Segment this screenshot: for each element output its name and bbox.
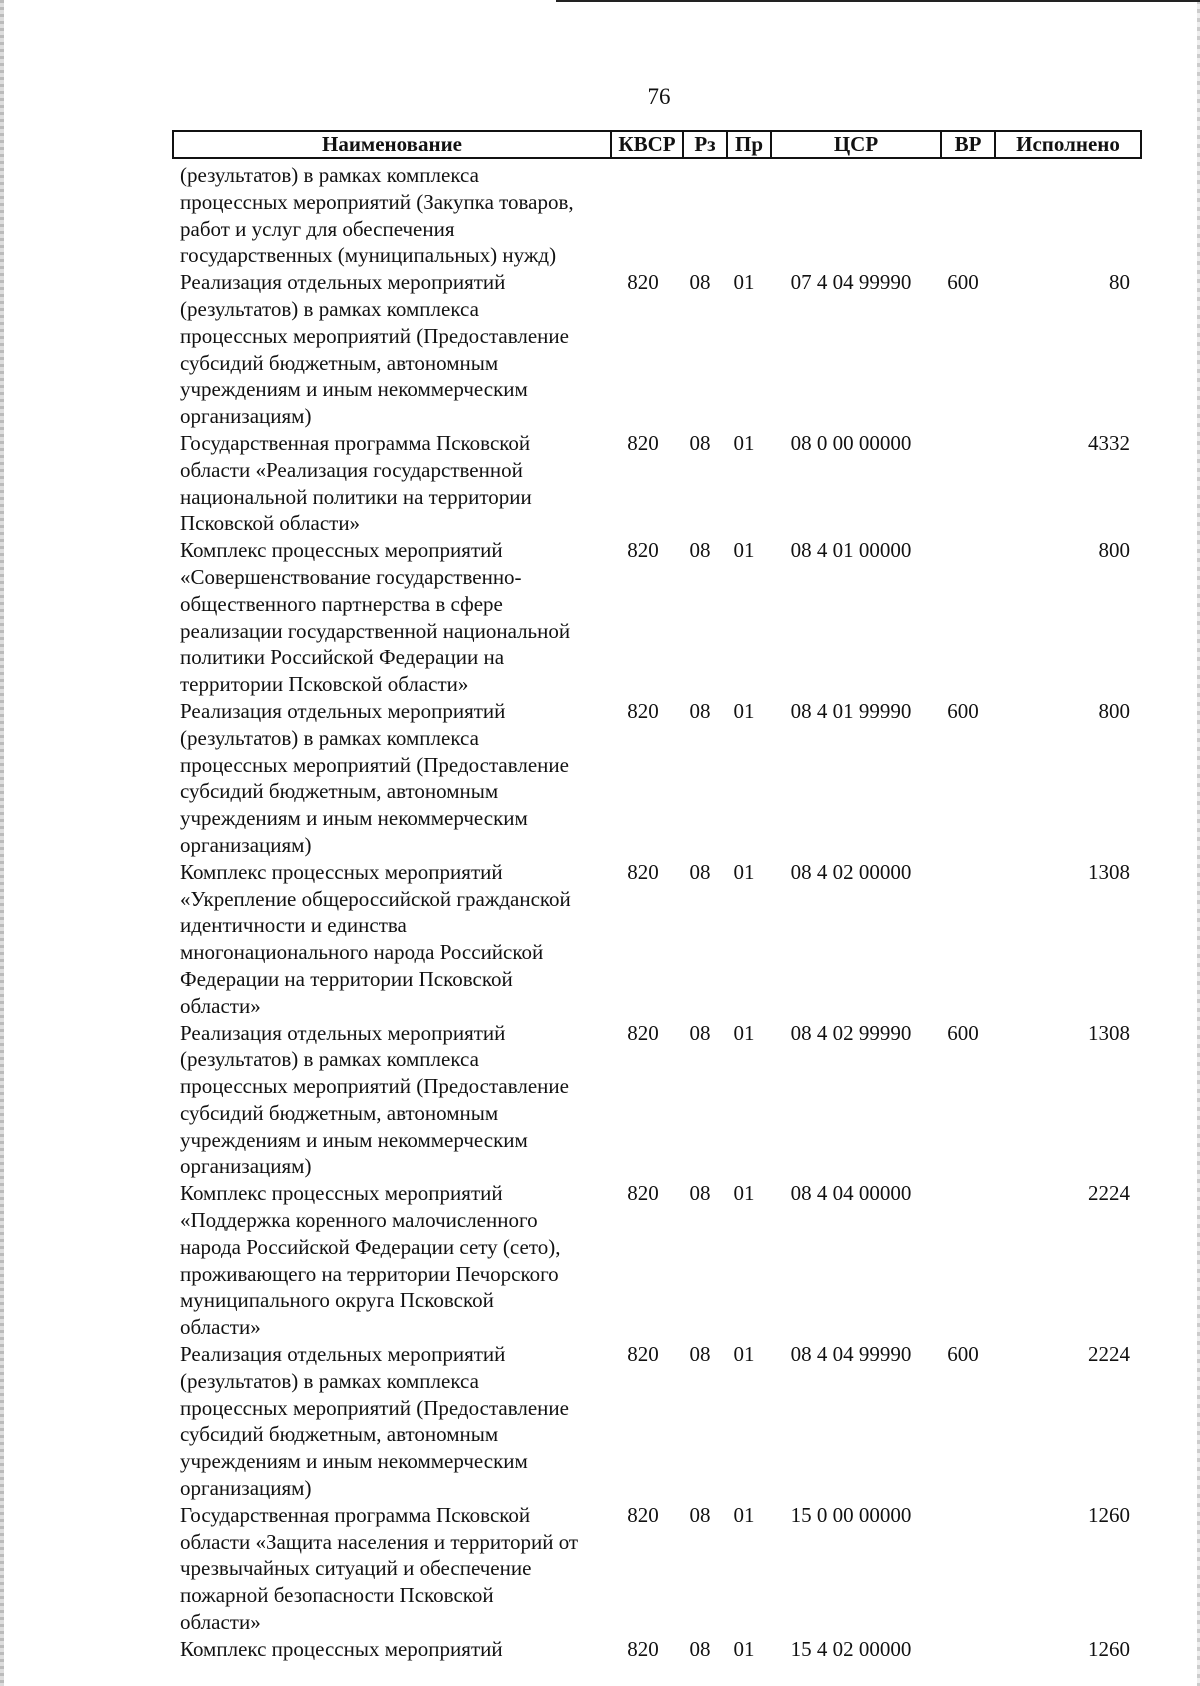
- cell-kvsr: 820: [627, 1020, 659, 1045]
- cell-name-line: учреждениям и иным некоммерческим: [180, 377, 528, 402]
- cell-done: 1308: [1088, 859, 1130, 884]
- cell-kvsr: 820: [627, 698, 659, 723]
- cell-done: [990, 162, 1142, 269]
- table-row: [172, 269, 1142, 430]
- cell-done: 2224: [1088, 1342, 1130, 1367]
- cell-kvsr: 820: [627, 859, 659, 884]
- cell-csr: 08 4 02 99990: [790, 1020, 912, 1045]
- cell-rz: [678, 162, 722, 269]
- cell-pr: 01: [733, 538, 755, 563]
- cell-csr: [766, 162, 936, 269]
- cell-name-line: политики Российской Федерации на: [180, 645, 505, 670]
- cell-name-line: области»: [180, 1315, 261, 1340]
- cell-rz: 08: [689, 1020, 711, 1045]
- table-body: [172, 162, 1142, 1663]
- cell-done: 800: [1098, 538, 1130, 563]
- cell-name-line: области «Реализация государственной: [180, 457, 523, 482]
- cell-name-line: Комплекс процессных мероприятий: [180, 1181, 503, 1206]
- cell-rz: 08: [689, 1502, 711, 1527]
- cell-done: 800: [1098, 698, 1130, 723]
- cell-kvsr: 820: [627, 1342, 659, 1367]
- cell-name-line: субсидий бюджетным, автономным: [180, 1422, 499, 1447]
- table-row: [172, 162, 1142, 269]
- table-row: [172, 1502, 1142, 1636]
- column-header-kvsr: КВСР: [612, 132, 684, 157]
- cell-name-line: «Совершенствование государственно-: [180, 564, 522, 589]
- cell-name-line: многонационального народа Российской: [180, 940, 544, 965]
- cell-name-line: субсидий бюджетным, автономным: [180, 1100, 499, 1125]
- cell-csr: 07 4 04 99990: [790, 270, 912, 295]
- cell-name-line: Государственная программа Псковской: [180, 1502, 531, 1527]
- cell-name: [172, 698, 608, 859]
- cell-csr: 08 0 00 00000: [790, 430, 912, 455]
- cell-vr: 600: [947, 698, 979, 723]
- cell-name-line: национальной политики на территории: [180, 484, 532, 509]
- cell-name-line: работ и услуг для обеспечения: [180, 216, 455, 241]
- column-header-done: Исполнено: [1016, 132, 1120, 156]
- cell-name: [172, 1502, 608, 1636]
- cell-name-line: Комплекс процессных мероприятий: [180, 538, 503, 563]
- cell-name-line: народа Российской Федерации сету (сето),: [180, 1234, 561, 1259]
- cell-name-line: области»: [180, 993, 261, 1018]
- cell-name-line: проживающего на территории Печорского: [180, 1261, 559, 1286]
- cell-kvsr: 820: [627, 1502, 659, 1527]
- cell-csr: 15 0 00 00000: [790, 1502, 912, 1527]
- cell-name-line: (результатов) в рамках комплекса: [180, 725, 479, 750]
- cell-name: [172, 430, 608, 537]
- cell-name-line: организациям): [180, 832, 312, 857]
- cell-name-line: учреждениям и иным некоммерческим: [180, 1127, 528, 1152]
- column-header-rz: Рз: [684, 132, 728, 157]
- table-row: [172, 537, 1142, 698]
- cell-name-line: процессных мероприятий (Предоставление: [180, 323, 569, 348]
- cell-name: [172, 859, 608, 1020]
- cell-pr: [722, 162, 766, 269]
- cell-done: 1308: [1088, 1020, 1130, 1045]
- cell-kvsr: 820: [627, 538, 659, 563]
- cell-pr: 01: [733, 698, 755, 723]
- scan-top-rule: [556, 0, 1200, 2]
- cell-name: [172, 1636, 608, 1663]
- cell-done: 1260: [1088, 1502, 1130, 1527]
- cell-name: [172, 1020, 608, 1181]
- cell-vr: 600: [947, 1020, 979, 1045]
- cell-vr: [936, 162, 990, 269]
- table-row: [172, 1180, 1142, 1341]
- cell-name-line: учреждениям и иным некоммерческим: [180, 806, 528, 831]
- cell-rz: 08: [689, 698, 711, 723]
- page-number: 76: [647, 84, 671, 109]
- cell-name-line: Реализация отдельных мероприятий: [180, 1020, 506, 1045]
- cell-vr: 600: [947, 270, 979, 295]
- cell-kvsr: 820: [627, 430, 659, 455]
- cell-done: 1260: [1088, 1636, 1130, 1661]
- cell-name-line: (результатов) в рамках комплекса: [180, 1368, 479, 1393]
- cell-name-line: области «Защита населения и территорий от: [180, 1529, 579, 1554]
- table-header: [172, 130, 1142, 159]
- column-header-pr: Пр: [728, 132, 772, 157]
- cell-name-line: территории Псковской области»: [180, 672, 469, 697]
- cell-name-line: Реализация отдельных мероприятий: [180, 270, 506, 295]
- cell-name: [172, 162, 608, 269]
- cell-rz: 08: [689, 270, 711, 295]
- cell-name-line: реализации государственной национальной: [180, 618, 571, 643]
- table-row: [172, 430, 1142, 537]
- cell-rz: 08: [689, 1342, 711, 1367]
- table-row: [172, 859, 1142, 1020]
- cell-rz: 08: [689, 859, 711, 884]
- cell-vr: 600: [947, 1342, 979, 1367]
- cell-rz: 08: [689, 430, 711, 455]
- cell-name: [172, 1180, 608, 1341]
- cell-name-line: (результатов) в рамках комплекса: [180, 163, 479, 187]
- cell-vr: [936, 430, 990, 537]
- cell-kvsr: 820: [627, 1181, 659, 1206]
- cell-name-line: субсидий бюджетным, автономным: [180, 350, 499, 375]
- cell-name-line: организациям): [180, 1154, 312, 1179]
- cell-pr: 01: [733, 1181, 755, 1206]
- cell-pr: 01: [733, 1342, 755, 1367]
- cell-name-line: общественного партнерства в сфере: [180, 591, 503, 616]
- table-row: [172, 1020, 1142, 1181]
- scan-edge-left: [0, 0, 4, 1686]
- cell-name-line: области»: [180, 1610, 261, 1635]
- cell-name-line: Псковской области»: [180, 511, 361, 536]
- cell-name: [172, 537, 608, 698]
- cell-name-line: процессных мероприятий (Предоставление: [180, 1074, 569, 1099]
- cell-pr: 01: [733, 1020, 755, 1045]
- cell-done: 80: [1109, 270, 1130, 295]
- cell-name-line: идентичности и единства: [180, 913, 407, 938]
- cell-pr: 01: [733, 270, 755, 295]
- cell-name-line: процессных мероприятий (Предоставление: [180, 1395, 569, 1420]
- cell-csr: 08 4 01 00000: [790, 538, 912, 563]
- cell-name-line: Реализация отдельных мероприятий: [180, 1342, 506, 1367]
- cell-name-line: Федерации на территории Псковской: [180, 966, 513, 991]
- cell-name-line: «Поддержка коренного малочисленного: [180, 1208, 538, 1233]
- cell-name-line: учреждениям и иным некоммерческим: [180, 1449, 528, 1474]
- table-row: [172, 698, 1142, 859]
- cell-pr: 01: [733, 859, 755, 884]
- cell-kvsr: [608, 162, 678, 269]
- column-header-vr: ВР: [942, 132, 996, 157]
- cell-vr: [936, 1180, 990, 1341]
- cell-pr: 01: [733, 1636, 755, 1661]
- cell-csr: 08 4 01 99990: [790, 698, 912, 723]
- cell-pr: 01: [733, 430, 755, 455]
- table-row: [172, 1636, 1142, 1663]
- cell-vr: [936, 859, 990, 1020]
- cell-rz: 08: [689, 1181, 711, 1206]
- cell-name-line: процессных мероприятий (Закупка товаров,: [180, 189, 574, 214]
- cell-name-line: организациям): [180, 1476, 312, 1501]
- column-header-csr: ЦСР: [772, 132, 942, 157]
- cell-vr: [936, 1636, 990, 1663]
- cell-kvsr: 820: [627, 1636, 659, 1661]
- cell-csr: 08 4 02 00000: [790, 859, 912, 884]
- cell-name-line: (результатов) в рамках комплекса: [180, 296, 479, 321]
- table-row: [172, 1341, 1142, 1502]
- cell-name-line: Реализация отдельных мероприятий: [180, 698, 506, 723]
- cell-name-line: процессных мероприятий (Предоставление: [180, 752, 569, 777]
- cell-csr: 08 4 04 00000: [790, 1181, 912, 1206]
- column-header-name: Наименование: [174, 132, 612, 157]
- cell-done: 2224: [1088, 1181, 1130, 1206]
- cell-name-line: пожарной безопасности Псковской: [180, 1583, 494, 1608]
- cell-rz: 08: [689, 538, 711, 563]
- cell-name-line: Государственная программа Псковской: [180, 430, 531, 455]
- cell-name: [172, 1341, 608, 1502]
- cell-vr: [936, 1502, 990, 1636]
- cell-name-line: чрезвычайных ситуаций и обеспечение: [180, 1556, 532, 1581]
- cell-name-line: субсидий бюджетным, автономным: [180, 779, 499, 804]
- cell-name-line: муниципального округа Псковской: [180, 1288, 494, 1313]
- cell-rz: 08: [689, 1636, 711, 1661]
- cell-name-line: государственных (муниципальных) нужд): [180, 243, 557, 268]
- cell-name-line: (результатов) в рамках комплекса: [180, 1047, 479, 1072]
- cell-name-line: Комплекс процессных мероприятий: [180, 1636, 503, 1661]
- cell-pr: 01: [733, 1502, 755, 1527]
- cell-name: [172, 269, 608, 430]
- cell-done: 4332: [1088, 430, 1130, 455]
- cell-name-line: Комплекс процессных мероприятий: [180, 859, 503, 884]
- cell-vr: [936, 537, 990, 698]
- cell-name-line: «Укрепление общероссийской гражданской: [180, 886, 571, 911]
- cell-kvsr: 820: [627, 270, 659, 295]
- cell-csr: 15 4 02 00000: [790, 1636, 912, 1661]
- cell-csr: 08 4 04 99990: [790, 1342, 912, 1367]
- cell-name-line: организациям): [180, 404, 312, 429]
